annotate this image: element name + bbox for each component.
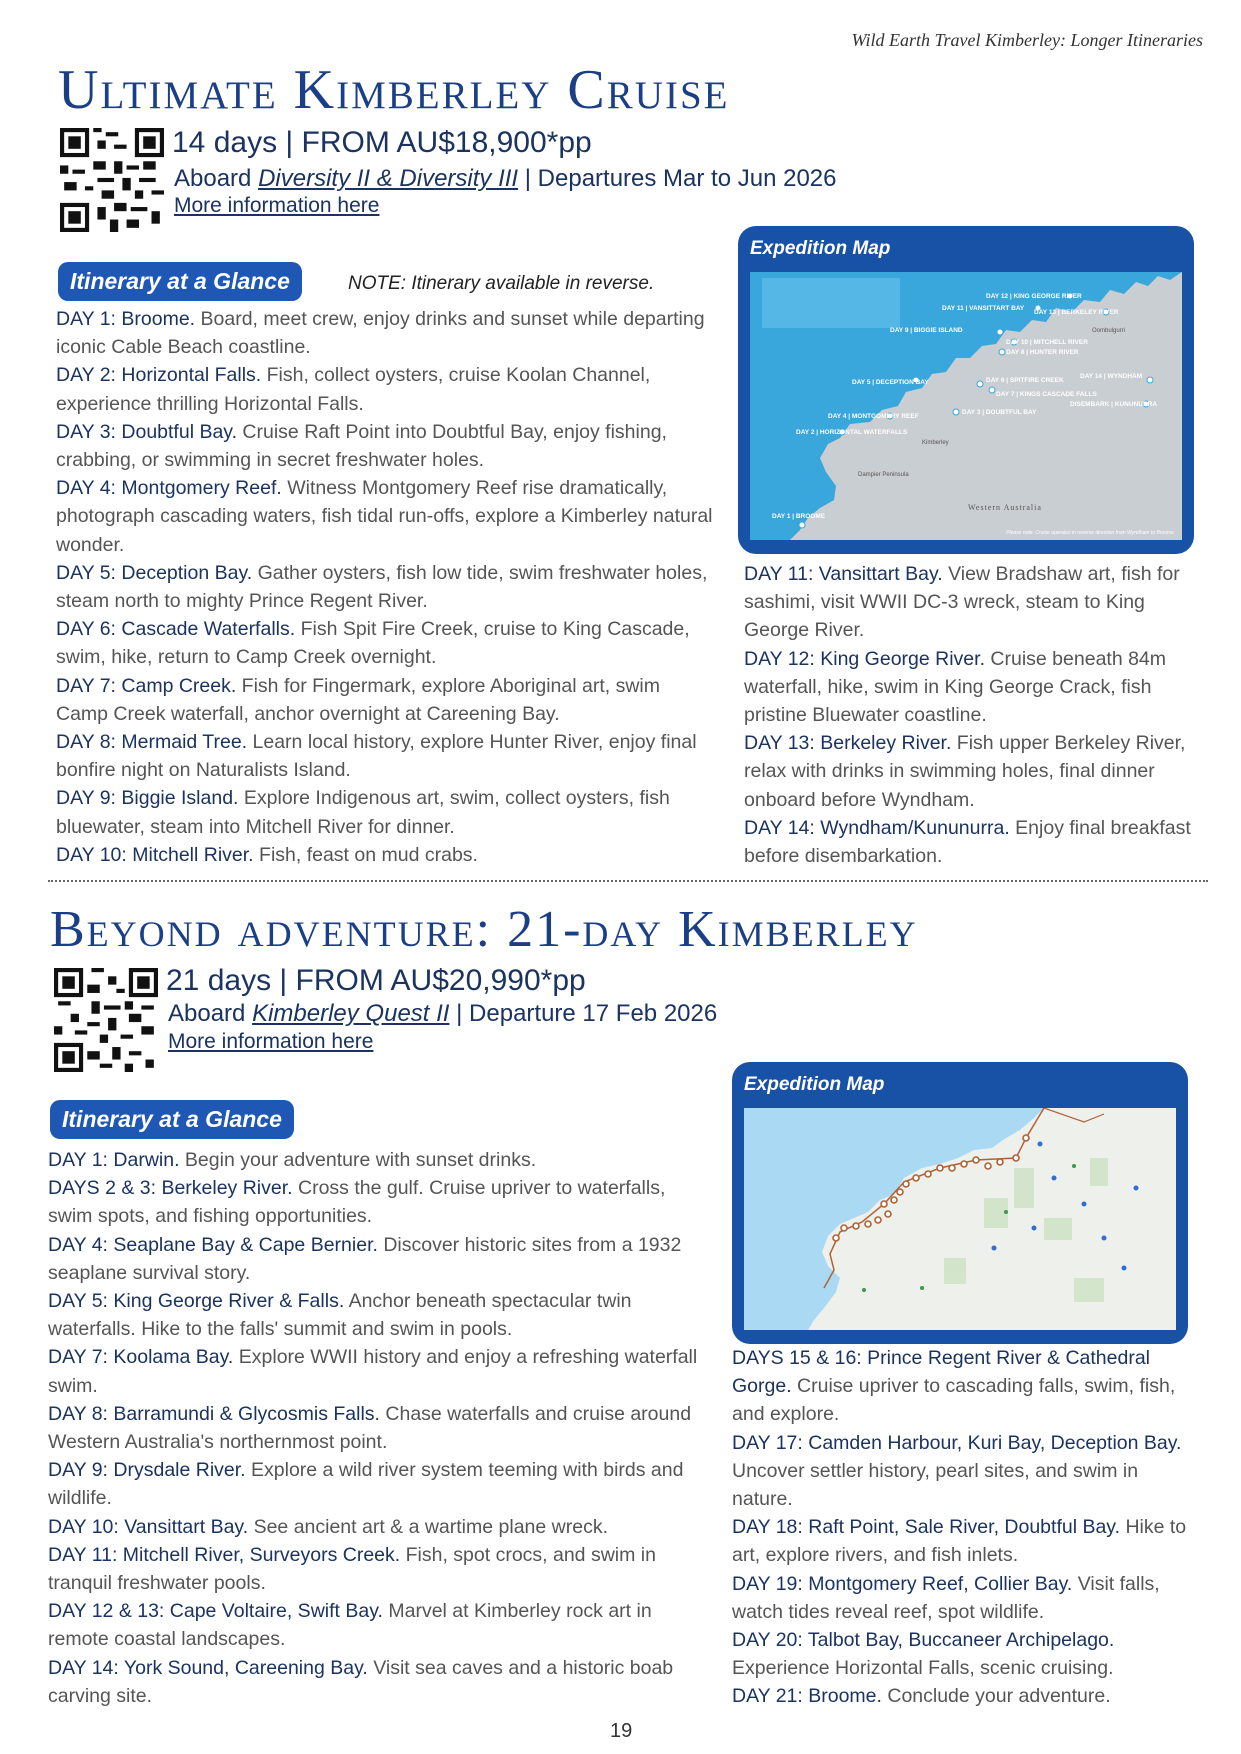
day-label: DAY 2: Horizontal Falls. (56, 364, 262, 387)
itinerary-list-right (744, 560, 1194, 870)
day-label: DAY 8: Barramundi & Glycosmis Falls. (48, 1402, 380, 1425)
day-description: Fish for Fingermark, explore Aboriginal art, swim Camp Creek waterfall, anchor overnight at Careening Bay. (56, 674, 660, 725)
day-description: Hike to art, explore rivers, and fish inlets. (732, 1516, 1187, 1567)
itinerary-day (48, 1456, 714, 1512)
aboard-prefix: Aboard (174, 165, 259, 192)
itinerary-day (732, 1513, 1192, 1569)
itinerary-day (744, 645, 1194, 730)
day-label: DAY 8: Mermaid Tree. (56, 731, 248, 754)
itinerary-day (744, 560, 1194, 645)
itinerary-day (48, 1231, 714, 1287)
itinerary-day (732, 1626, 1192, 1682)
itinerary-list-right (732, 1344, 1192, 1711)
day-description: Board, meet crew, enjoy drinks and sunset while departing iconic Cable Beach coastline. (56, 308, 705, 359)
ship-link[interactable]: Diversity II & Diversity III (258, 165, 519, 192)
itinerary-day (56, 841, 716, 869)
aboard-prefix: Aboard (168, 1000, 253, 1027)
aboard-line (168, 1000, 717, 1028)
map-label: DAY 7 | KINGS CASCADE FALLS (996, 391, 1097, 398)
day-label: DAY 5: King George River & Falls. (48, 1290, 345, 1313)
day-label: DAY 6: Cascade Waterfalls. (56, 618, 296, 641)
map-label: DISEMBARK | KUNUNURRA (1070, 401, 1158, 408)
map-label: DAY 11 | VANSITTART BAY (942, 305, 1025, 312)
itinerary-day (48, 1513, 714, 1541)
day-description: Gather oysters, fish low tide, swim freshwater holes, steam north to mighty Prince Regent River. (56, 561, 708, 613)
itinerary-list-left (56, 305, 716, 869)
itinerary-day (56, 784, 716, 840)
day-label: DAY 10: Vansittart Bay. (48, 1515, 249, 1538)
day-description: Cross the gulf. Cruise upriver to waterfalls, swim spots, and fishing opportunities. (48, 1177, 666, 1228)
day-label: DAY 9: Drysdale River. (48, 1459, 246, 1482)
day-description: Conclude your adventure. (881, 1685, 1111, 1708)
day-description: Witness Montgomery Reef rise dramatically, photograph cascading waters, fish tidal run-offs, explore a Kimberley natural wonder. (56, 477, 713, 556)
page-number: 19 (610, 1720, 633, 1742)
itinerary-note: NOTE: Itinerary available in reverse. (348, 273, 655, 294)
day-description: Explore a wild river system teeming with birds and wildlife. (48, 1459, 684, 1510)
map-label: DAY 14 | WYNDHAM (1080, 373, 1143, 380)
day-label: DAY 19: Montgomery Reef, Collier Bay. (732, 1572, 1073, 1595)
itinerary-day (744, 729, 1194, 814)
itinerary-day (56, 559, 716, 615)
map-label: DAY 5 | DECEPTION BAY (852, 379, 929, 386)
day-label: DAY 14: York Sound, Careening Bay. (48, 1656, 368, 1679)
day-description: Discover historic sites from a 1932 seaplane survival story. (48, 1233, 682, 1284)
day-label: DAY 5: Deception Bay. (56, 561, 253, 584)
map-place: Oombulgurri (1092, 328, 1126, 334)
ship-link[interactable]: Kimberley Quest II (252, 1000, 450, 1027)
more-info-link[interactable]: More information here (168, 1030, 374, 1053)
day-label: DAY 14: Wyndham/Kununurra. (744, 816, 1010, 839)
map-title: Expedition Map (744, 1074, 885, 1095)
day-description: Fish, collect oysters, cruise Koolan Channel, experience thrilling Horizontal Falls. (56, 364, 651, 415)
itinerary-day (732, 1682, 1192, 1710)
map-label: DAY 3 | DOUBTFUL BAY (962, 409, 1037, 416)
day-label: DAY 7: Camp Creek. (56, 674, 237, 697)
day-description: Visit sea caves and a historic boab carving site. (48, 1656, 674, 1707)
map-image (750, 272, 1182, 540)
itinerary-day (48, 1654, 714, 1710)
day-description: Visit falls, watch tides reveal reef, spot wildlife. (732, 1572, 1160, 1623)
map-title: Expedition Map (750, 238, 891, 259)
map-label: DAY 4 | MONTGOMERY REEF (828, 413, 919, 420)
day-description: Cruise beneath 84m waterfall, hike, swim in King George Crack, fish pristine Bluewater coastline. (744, 647, 1167, 727)
map-label: DAY 10 | MITCHELL RIVER (1006, 339, 1088, 346)
day-label: DAY 11: Vansittart Bay. (744, 563, 943, 585)
itinerary-day (56, 418, 716, 474)
expedition-map (738, 226, 1194, 554)
map-label: DAY 1 | BROOME (772, 513, 826, 520)
day-label: DAY 18: Raft Point, Sale River, Doubtful Bay. (732, 1516, 1121, 1539)
map-label: DAY 12 | KING GEORGE RIVER (986, 293, 1082, 300)
running-header: Wild Earth Travel Kimberley: Longer Itineraries (851, 30, 1203, 50)
itinerary-day (744, 814, 1194, 870)
itinerary-day (48, 1541, 714, 1597)
day-description: Anchor beneath spectacular twin waterfalls. Hike to the falls' summit and swim in pools. (48, 1290, 632, 1341)
map-region: Western Australia (968, 503, 1042, 512)
map-footnote: Please note: Cruise operates in reverse direction from Wyndham to Broome (1006, 530, 1174, 536)
day-label: DAY 13: Berkeley River. (744, 732, 952, 755)
itinerary-day (732, 1344, 1192, 1429)
day-description: See ancient art & a wartime plane wreck. (248, 1515, 608, 1538)
section-divider (48, 880, 1208, 882)
map-place: Dampier Peninsula (858, 472, 909, 478)
day-label: DAY 17: Camden Harbour, Kuri Bay, Deception Bay. (732, 1431, 1182, 1454)
itinerary-day (56, 672, 716, 728)
itinerary-day (56, 361, 716, 417)
day-label: DAY 11: Mitchell River, Surveyors Creek. (48, 1543, 401, 1566)
day-label: DAY 12: King George River. (744, 647, 985, 670)
day-label: DAY 1: Darwin. (48, 1149, 180, 1171)
aboard-line (174, 165, 837, 193)
section-title: Beyond adventure: 21-day Kimberley (50, 901, 918, 958)
more-info-link[interactable]: More information here (174, 194, 380, 217)
itinerary-day (48, 1146, 714, 1174)
day-description: Marvel at Kimberley rock art in remote coastal landscapes. (48, 1600, 652, 1651)
trip-price: 14 days | FROM AU$18,900*pp (172, 126, 592, 159)
day-description: View Bradshaw art, fish for sashimi, visit WWII DC-3 wreck, steam to King George River. (744, 563, 1180, 642)
day-description: Enjoy final breakfast before disembarkation. (744, 816, 1191, 868)
day-label: DAY 10: Mitchell River. (56, 843, 254, 866)
departures: | Departures Mar to Jun 2026 (518, 165, 837, 192)
itinerary-day (48, 1400, 714, 1456)
departures: | Departure 17 Feb 2026 (449, 1000, 718, 1027)
itinerary-day (48, 1174, 714, 1230)
itinerary-day (56, 474, 716, 559)
day-description: Fish Spit Fire Creek, cruise to King Cascade, swim, hike, return to Camp Creek overnight. (56, 618, 690, 669)
itinerary-day (48, 1287, 714, 1343)
trip-price: 21 days | FROM AU$20,990*pp (166, 964, 586, 997)
map-label: DAY 8 | HUNTER RIVER (1006, 349, 1079, 356)
day-description: Cruise upriver to cascading falls, swim, fish, and explore. (732, 1375, 1176, 1426)
day-label: DAYS 15 & 16: Prince Regent River & Cathedral Gorge. (732, 1347, 1151, 1398)
day-label: DAY 12 & 13: Cape Voltaire, Swift Bay. (48, 1600, 383, 1623)
day-description: Uncover settler history, pearl sites, and swim in nature. (732, 1459, 1139, 1511)
itinerary-day (48, 1597, 714, 1653)
qr-code-icon[interactable] (60, 128, 164, 232)
itinerary-day (56, 728, 716, 784)
itinerary-day (732, 1570, 1192, 1626)
itinerary-badge: Itinerary at a Glance (58, 262, 302, 301)
day-description: Experience Horizontal Falls, scenic cruising. (732, 1657, 1114, 1680)
itinerary-badge: Itinerary at a Glance (50, 1100, 294, 1139)
day-label: DAYS 2 & 3: Berkeley River. (48, 1177, 293, 1200)
day-description: Cruise Raft Point into Doubtful Bay, enjoy fishing, crabbing, or swimming in secret freshwater holes. (56, 420, 667, 472)
day-label: DAY 7: Koolama Bay. (48, 1346, 234, 1369)
day-description: Chase waterfalls and cruise around Western Australia's northernmost point. (48, 1402, 692, 1454)
day-label: DAY 4: Seaplane Bay & Cape Bernier. (48, 1233, 378, 1256)
day-description: Fish, feast on mud crabs. (253, 843, 478, 866)
day-description: Fish upper Berkeley River, relax with drinks in swimming holes, final dinner onboard before Wyndham. (744, 732, 1186, 811)
day-description: Learn local history, explore Hunter River, enjoy final bonfire night on Naturalists Island. (56, 731, 697, 782)
day-description: Explore WWII history and enjoy a refreshing waterfall swim. (48, 1346, 698, 1397)
day-label: DAY 9: Biggie Island. (56, 787, 239, 810)
qr-code-icon[interactable] (54, 968, 158, 1072)
day-description: Begin your adventure with sunset drinks. (179, 1149, 537, 1171)
day-label: DAY 20: Talbot Bay, Buccaneer Archipelago. (732, 1629, 1115, 1652)
day-description: Fish, spot crocs, and swim in tranquil freshwater pools. (48, 1543, 656, 1595)
map-label: DAY 2 | HORIZONTAL WATERFALLS (796, 429, 908, 436)
map-label: DAY 6 | SPITFIRE CREEK (986, 377, 1064, 384)
map-place: Kimberley (922, 440, 949, 446)
day-label: DAY 21: Broome. (732, 1685, 882, 1708)
day-label: DAY 4: Montgomery Reef. (56, 477, 282, 500)
itinerary-day (732, 1429, 1192, 1514)
itinerary-list-left (48, 1146, 714, 1710)
day-description: Explore Indigenous art, swim, collect oysters, fish bluewater, steam into Mitchell River for dinner. (56, 787, 670, 838)
section-title: Ultimate Kimberley Cruise (58, 59, 730, 121)
map-label: DAY 13 | BERKELEY RIVER (1034, 309, 1119, 316)
day-label: DAY 1: Broome. (56, 308, 196, 330)
map-label: DAY 9 | BIGGIE ISLAND (890, 327, 963, 334)
map-image (744, 1108, 1176, 1330)
itinerary-day (56, 615, 716, 671)
day-label: DAY 3: Doubtful Bay. (56, 420, 238, 443)
expedition-map (732, 1062, 1188, 1344)
itinerary-day (48, 1343, 714, 1399)
itinerary-day (56, 305, 716, 361)
